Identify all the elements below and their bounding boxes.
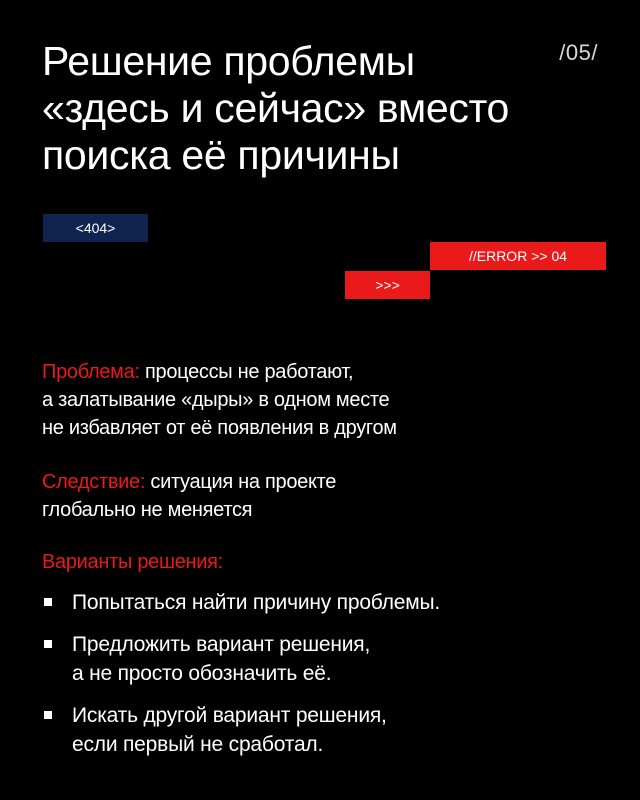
title-line-3: поиска её причины (42, 132, 400, 178)
arrows-tag: >>> (345, 271, 430, 299)
title-line-2: «здесь и сейчас» вместо (42, 85, 510, 131)
solution-item-3 (42, 701, 602, 759)
solution-2-line-1: Предложить вариант решения, (72, 633, 371, 656)
solutions-heading: Варианты решения: (42, 551, 223, 573)
consequence-line-1 (42, 468, 602, 496)
problem-label: Проблема: (42, 361, 140, 383)
problem-line-3: не избавляет от её появления в другом (42, 417, 397, 439)
consequence-label: Следствие: (42, 471, 146, 493)
problem-text-1: процессы не работают, (139, 361, 354, 383)
problem-line-1 (42, 358, 602, 386)
consequence-block (42, 468, 602, 524)
bullet-square-icon (44, 598, 52, 606)
bullet-square-icon (44, 711, 52, 719)
error-tag: //ERROR >> 04 (430, 242, 606, 270)
problem-block (42, 358, 602, 442)
solution-3-line-1: Искать другой вариант решения, (72, 704, 387, 727)
page-title (42, 38, 582, 179)
solution-1-line-1: Попытаться найти причину проблемы. (72, 591, 440, 614)
code-tag-404: <404> (43, 214, 148, 242)
solution-2-line-2: а не просто обозначить её. (72, 662, 332, 685)
solution-3-line-2: если первый не сработал. (72, 733, 324, 756)
consequence-text-1: ситуация на проекте (145, 471, 337, 493)
title-line-1: Решение проблемы (42, 38, 415, 84)
problem-line-2: а залатывание «дыры» в одном месте (42, 389, 390, 411)
solution-item-1 (42, 588, 602, 617)
page-number: /05/ (559, 40, 598, 65)
bullet-square-icon (44, 640, 52, 648)
solutions-list (42, 588, 602, 772)
solution-item-2 (42, 630, 602, 688)
consequence-line-2: глобально не меняется (42, 499, 253, 521)
